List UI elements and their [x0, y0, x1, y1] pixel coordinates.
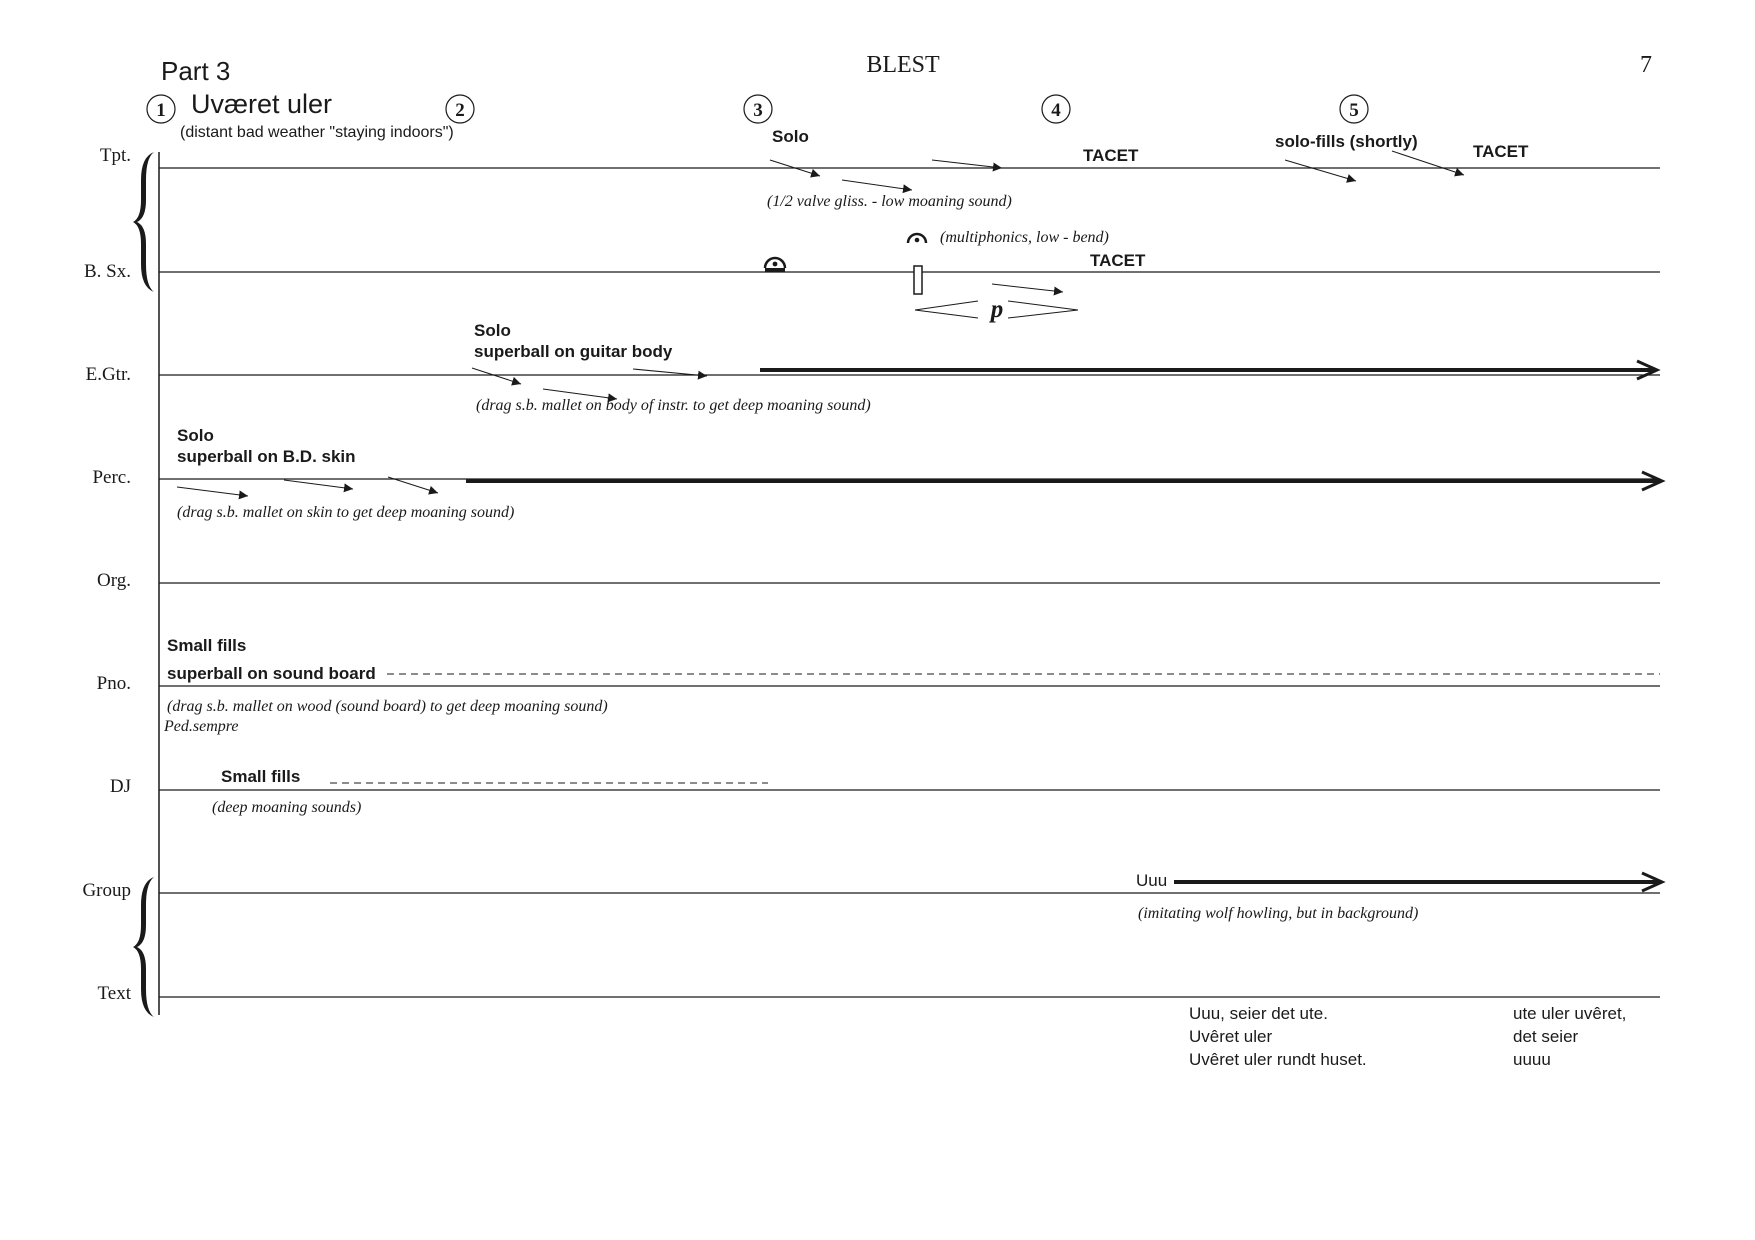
instrument-label-text: Text [97, 983, 131, 1004]
tpt-tacet-1: TACET [1083, 146, 1139, 165]
rehearsal-mark-2-label: 2 [455, 100, 465, 121]
rehearsal-mark-4 [1042, 95, 1070, 123]
lyric-line: Uvêret uler [1189, 1027, 1273, 1046]
egtr-gesture-arrows [472, 368, 707, 399]
rehearsal-mark-5 [1340, 95, 1368, 123]
rehearsal-mark-2 [446, 95, 474, 123]
tpt-solo-fills: solo-fills (shortly) [1275, 132, 1418, 151]
lyric-line: Uuu, seier det ute. [1189, 1004, 1328, 1023]
lyric-line: det seier [1513, 1027, 1579, 1046]
lyrics-block-2 [1513, 1004, 1626, 1069]
tpt-technique-note: (1/2 valve gliss. - low moaning sound) [767, 193, 1012, 210]
tpt-solo-label: Solo [772, 127, 809, 146]
pno-technique: superball on sound board [167, 664, 376, 683]
section-heading: Uværet uler [191, 89, 333, 119]
section-subtitle: (distant bad weather "staying indoors") [180, 124, 454, 141]
staff-lines [159, 168, 1660, 997]
instrument-label-tpt: Tpt. [99, 145, 131, 166]
rehearsal-mark-4-label: 4 [1051, 100, 1061, 121]
egtr-technique-note: (drag s.b. mallet on body of instr. to get deep moaning sound) [476, 397, 871, 414]
pno-technique-note: (drag s.b. mallet on wood (sound board) to get deep moaning sound) [167, 698, 608, 715]
perc-solo-label: Solo [177, 426, 214, 445]
perc-technique-note: (drag s.b. mallet on skin to get deep moaning sound) [177, 504, 515, 521]
pno-fills-label: Small fills [167, 636, 247, 655]
egtr-continuation-arrow [760, 361, 1657, 379]
score-title: BLEST [866, 52, 940, 78]
lyrics-block-1 [1189, 1004, 1367, 1069]
rehearsal-mark-1 [147, 95, 175, 123]
rehearsal-mark-1-label: 1 [156, 100, 166, 121]
rehearsal-mark-5-label: 5 [1349, 100, 1359, 121]
instrument-label-egtr: E.Gtr. [85, 364, 131, 385]
egtr-technique: superball on guitar body [474, 342, 673, 361]
perc-technique: superball on B.D. skin [177, 447, 356, 466]
dj-technique-note: (deep moaning sounds) [212, 799, 362, 816]
lyric-line: uuuu [1513, 1050, 1551, 1069]
bsx-tacet: TACET [1090, 251, 1146, 270]
dynamic-marking: p [990, 296, 1004, 323]
lyric-line: ute uler uvêret, [1513, 1004, 1627, 1023]
tpt-tacet-2: TACET [1473, 142, 1529, 161]
egtr-solo-label: Solo [474, 321, 511, 340]
perc-gesture-arrows [177, 477, 438, 496]
instrument-label-group: Group [82, 880, 131, 901]
rehearsal-mark-3-label: 3 [753, 100, 763, 121]
bsx-technique-note: (multiphonics, low - bend) [940, 229, 1109, 246]
notehead-box-icon [914, 266, 922, 294]
instrument-label-dj: DJ [109, 776, 131, 797]
instrument-label-bsx: B. Sx. [84, 261, 131, 282]
fermata-icon [765, 258, 785, 272]
group-continuation-arrow [1174, 873, 1662, 891]
lyric-line: Uvêret uler rundt huset. [1189, 1050, 1367, 1069]
instrument-label-org: Org. [97, 570, 131, 591]
rehearsal-mark-3 [744, 95, 772, 123]
fermata-icon [908, 234, 926, 243]
pno-pedal-marking: Ped.sempre [164, 718, 239, 735]
instrument-label-pno: Pno. [96, 673, 131, 694]
brace-bottom-icon [133, 877, 154, 1017]
part-label: Part 3 [161, 56, 231, 86]
group-vocal: Uuu [1136, 871, 1168, 890]
brace-top-icon [133, 152, 154, 292]
perc-continuation-arrow [466, 472, 1662, 490]
dj-fills-label: Small fills [221, 767, 301, 786]
instrument-label-perc: Perc. [92, 467, 131, 488]
bsx-gesture-arrow [992, 284, 1063, 292]
group-technique-note: (imitating wolf howling, but in background) [1138, 905, 1419, 922]
page-number: 7 [1640, 52, 1652, 78]
